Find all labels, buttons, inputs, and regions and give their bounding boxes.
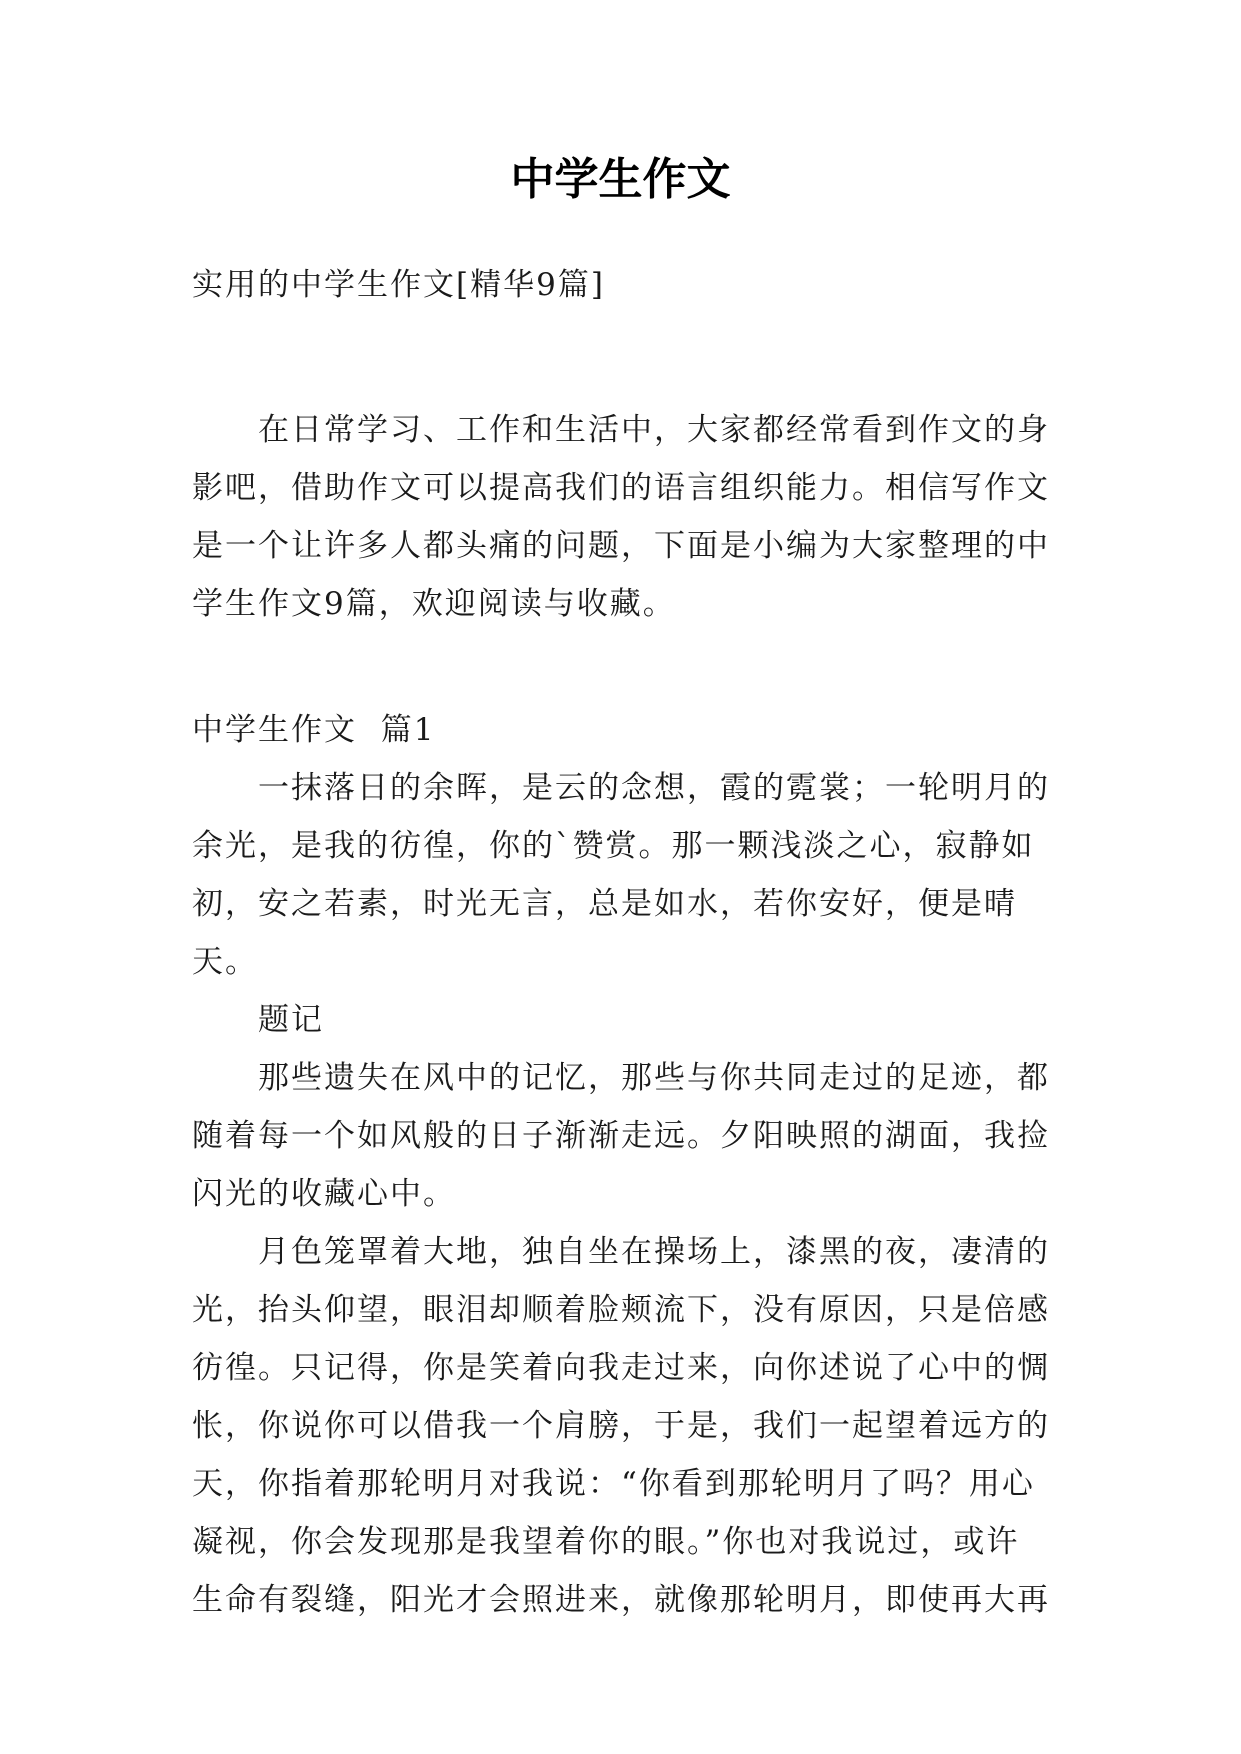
paragraph: 一抹落日的余晖，是云的念想，霞的霓裳；一轮明月的余光，是我的彷徨，你的`赞赏。那一颗浅淡之心，寂静如初，安之若素，时光无言，总是如水，若你安好，便是晴天。 — [192, 770, 1050, 980]
document-subtitle: 实用的中学生作文[精华9篇] — [192, 267, 605, 303]
document-title: 中学生作文 — [510, 154, 731, 205]
paragraph: 月色笼罩着大地，独自坐在操场上，漆黑的夜，凄清的光，抬头仰望，眼泪却顺着脸颊流下，没有原因，只是倍感彷徨。只记得，你是笑着向我走过来，向你述说了心中的惆怅，你说你可以借我一个肩膀，于是，我们一起望着远方的天，你指着那轮明月对我说：“你看到那轮明月了吗？用心凝视，你会发现那是我望着你的眼。”你也对我说过，或许生命有裂缝，阳光才会照进来，就像那轮明月，即使再大再 — [192, 1234, 1050, 1618]
paragraph: 题记 — [258, 1002, 324, 1038]
intro-paragraph: 在日常学习、工作和生活中，大家都经常看到作文的身影吧，借助作文可以提高我们的语言组织能力。相信写作文是一个让许多人都头痛的问题，下面是小编为大家整理的中学生作文9篇，欢迎阅读与收藏。 — [192, 412, 1050, 622]
paragraph: 那些遗失在风中的记忆，那些与你共同走过的足迹，都随着每一个如风般的日子渐渐走远。夕阳映照的湖面，我捡闪光的收藏心中。 — [192, 1060, 1050, 1212]
article-section — [192, 701, 1052, 1629]
section-heading: 中学生作文 篇1 — [192, 712, 436, 748]
